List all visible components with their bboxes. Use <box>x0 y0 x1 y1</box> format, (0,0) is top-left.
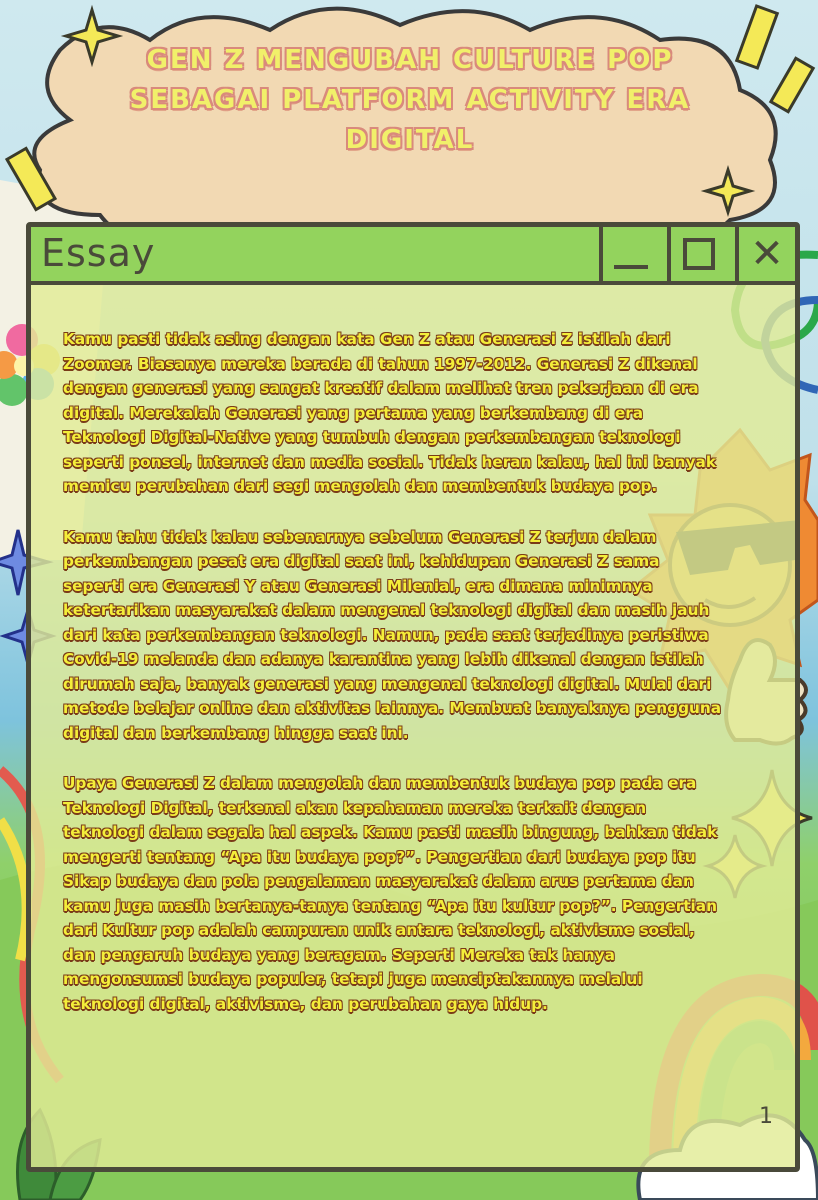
close-button[interactable] <box>735 227 795 281</box>
title-line-2: SEBAGAI PLATFORM ACTIVITY ERA <box>129 85 691 115</box>
essay-content <box>63 327 723 1042</box>
title-line-1: GEN Z MENGUBAH CULTURE POP <box>146 45 674 75</box>
minimize-button[interactable] <box>599 227 659 281</box>
window-titlebar[interactable] <box>31 227 795 285</box>
paragraph: Kamu tahu tidak kalau sebenarnya sebelum Generasi Z terjun dalam perkembangan pesat era digital saat ini, kehidupan Generasi Z sama seperti era Generasi Y atau Generasi Milenial, era dimana minimnya ketertarikan masyarakat dalam mengenal teknologi digital dan masih jauh dari kata perkembangan teknologi. Namun, pada saat terjadinya peristiwa Covid-19 melanda dan adanya karantina yang lebih dikenal dengan istilah dirumah saja, banyak generasi yang mengenal teknologi digital. Mulai dari metode belajar online dan aktivitas lainnya. Membuat banyaknya pengguna digital dan berkembang hingga saat ini. <box>63 527 722 742</box>
paragraph: Upaya Generasi Z dalam mengolah dan membentuk budaya pop pada era Teknologi Digital, terkenal akan kepahaman mereka terkait dengan teknologi dalam segala hal aspek. Kamu pasti masih bingung, bahkan tidak mengerti tentang “Apa itu budaya pop?”. Pengertian dari budaya pop itu Sikap budaya dan pola pengalaman masyarakat dalam arus pertama dan kamu juga masih bertanya-tanya tentang “Apa itu kultur pop?”. Pengertian dari Kultur pop adalah campuran unik antara teknologi, aktivisme sosial, dan pengaruh budaya yang beragam. Seperti Mereka tak hanya mengonsumsi budaya populer, tetapi juga menciptakannya melalui teknologi digital, aktivisme, dan perubahan gaya hidup. <box>63 774 718 1013</box>
page-number: 1 <box>759 1104 773 1129</box>
maximize-icon <box>683 238 715 270</box>
essay-window <box>26 222 800 1172</box>
close-icon: ✕ <box>750 231 784 277</box>
page-title <box>40 40 780 160</box>
paragraph: Kamu pasti tidak asing dengan kata Gen Z atau Generasi Z istilah dari Zoomer. Biasanya mereka berada di tahun 1997-2012. Generasi Z dikenal dengan generasi yang sangat kreatif dalam melihat tren pekerjaan di era digital. Merekalah Generasi yang pertama yang berkembang di era Teknologi Digital-Native yang tumbuh dengan perkembangan teknologi seperti ponsel, internet dan media sosial. Tidak heran kalau, hal ini banyak memicu perubahan dari segi mengolah dan membentuk budaya pop. <box>63 330 717 495</box>
minimize-icon <box>614 265 648 269</box>
title-line-3: DIGITAL <box>345 125 475 155</box>
window-title: Essay <box>41 231 156 275</box>
maximize-button[interactable] <box>667 227 727 281</box>
